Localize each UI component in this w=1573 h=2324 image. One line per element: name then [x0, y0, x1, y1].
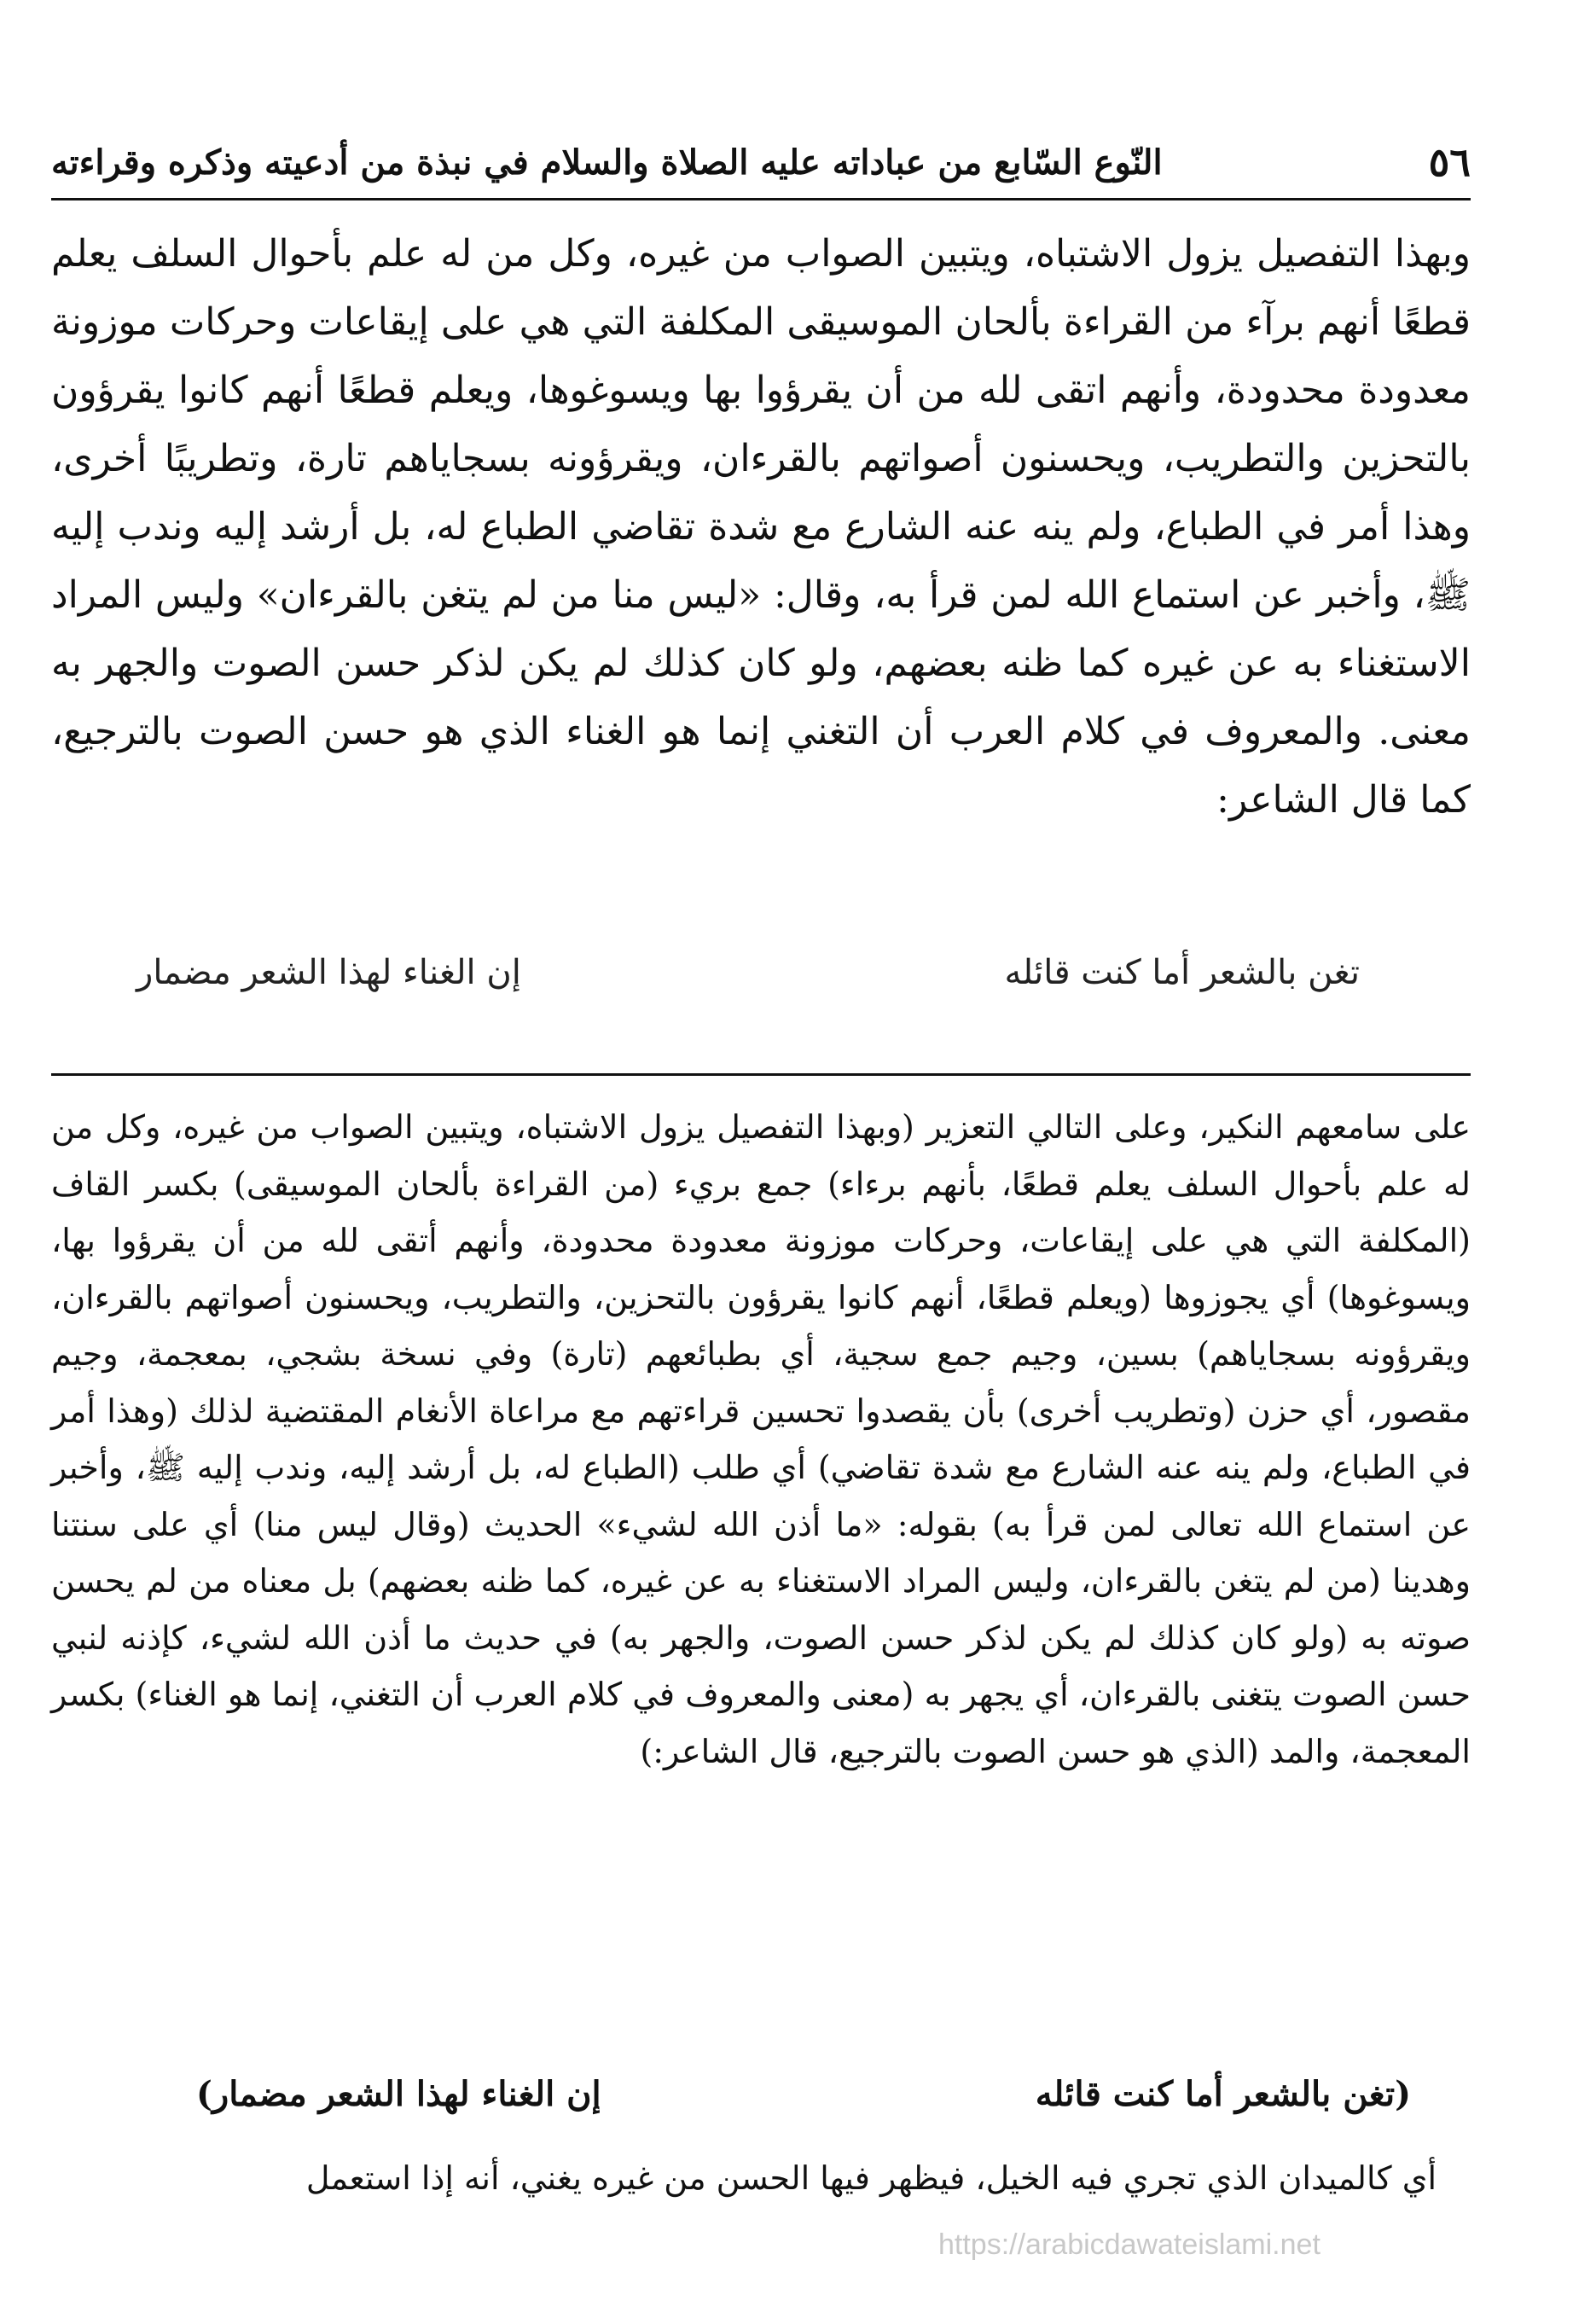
watermark-url: https://arabicdawateislami.net	[938, 2228, 1321, 2261]
commentary-last-line: أي كالميدان الذي تجري فيه الخيل، فيظهر فيها الحسن من غيره يغني، أنه إذا استعمل	[305, 2159, 1437, 2197]
commentary-verse-first-hemistich: (تغن بالشعر أما كنت قائله	[1035, 2074, 1411, 2114]
commentary-text	[51, 1099, 1471, 1780]
running-title: النّوع السّابع من عباداته عليه الصلاة والسلام في نبذة من أدعيته وذكره وقراءته	[51, 142, 1163, 183]
verse-first-hemistich: تغن بالشعر أما كنت قائله	[1004, 953, 1360, 992]
commentary-verse	[196, 2065, 1411, 2124]
header-rule	[51, 198, 1471, 200]
page-number: ٥٦	[1428, 139, 1471, 185]
commentary-divider	[51, 1073, 1471, 1076]
main-paragraph: وبهذا التفصيل يزول الاشتباه، ويتبين الصواب من غيره، وكل من له علم بأحوال السلف يعلم قطعًا أنهم برآء من القراءة بألحان الموسيقى المكلفة التي هي على إيقاعات وحركات موزونة معدودة محدودة، وأنهم اتقى لله من أن يقرؤوا بها ويسوغوها، ويعلم قطعًا أنهم كانوا يقرؤون بالتحزين والتطريب، ويحسنون أصواتهم بالقرءان، ويقرؤونه بسجاياهم تارة، وتطريبًا أخرى، وهذا أمر في الطباع، ولم ينه عنه الشارع مع شدة تقاضي الطباع له، بل أرشد إليه وندب إليه ﷺ، وأخبر عن استماع الله لمن قرأ به، وقال: «ليس منا من لم يتغن بالقرءان» وليس المراد الاستغناء به عن غيره كما ظنه بعضهم، ولو كان كذلك لم يكن لذكر حسن الصوت والجهر به معنى. والمعروف في كلام العرب أن التغني إنما هو الغناء الذي هو حسن الصوت بالترجيع، كما قال الشاعر:	[51, 232, 1471, 822]
verse-second-hemistich: إن الغناء لهذا الشعر مضمار	[136, 953, 521, 992]
commentary-paragraph: على سامعهم النكير، وعلى التالي التعزير (وبهذا التفصيل يزول الاشتباه، ويتبين الصواب من غيره، وكل من له علم بأحوال السلف يعلم قطعًا، بأنهم برءاء) جمع بريء (من القراءة بألحان الموسيقى) بكسر القاف (المكلفة التي هي على إيقاعات، وحركات موزونة معدودة محدودة، وأنهم أتقى لله من أن يقرؤوا بها، ويسوغوها) أي يجوزوها (ويعلم قطعًا، أنهم كانوا يقرؤون بالتحزين، والتطريب، ويحسنون أصواتهم بالقرءان، ويقرؤونه بسجاياهم) بسين، وجيم جمع سجية، أي بطبائعهم (تارة) وفي نسخة بشجي، بمعجمة، وجيم مقصور، أي حزن (وتطريب أخرى) بأن يقصدوا تحسين قراءتهم مع مراعاة الأنغام المقتضية لذلك (وهذا أمر في الطباع، ولم ينه عنه الشارع مع شدة تقاضي) أي طلب (الطباع له، بل أرشد إليه، وندب إليه ﷺ، وأخبر عن استماع الله تعالى لمن قرأ به) بقوله: «ما أذن الله لشيء» الحديث (وقال ليس منا) أي على سنتنا وهدينا (من لم يتغن بالقرءان، وليس المراد الاستغناء به عن غيره، كما ظنه بعضهم) بل معناه من لم يحسن صوته به (ولو كان كذلك لم يكن لذكر حسن الصوت، والجهر به) في حديث ما أذن الله لشيء، كإذنه لنبي حسن الصوت يتغنى بالقرءان، أي يجهر به (معنى والمعروف في كلام العرب أن التغني، إنما هو الغناء) بكسر المعجمة، والمد (الذي هو حسن الصوت بالترجيع، قال الشاعر:)	[51, 1108, 1471, 1770]
poetry-verse	[136, 938, 1360, 1007]
main-text	[51, 220, 1471, 834]
page-header	[51, 128, 1471, 196]
commentary-verse-second-hemistich: إن الغناء لهذا الشعر مضمار)	[196, 2074, 601, 2114]
